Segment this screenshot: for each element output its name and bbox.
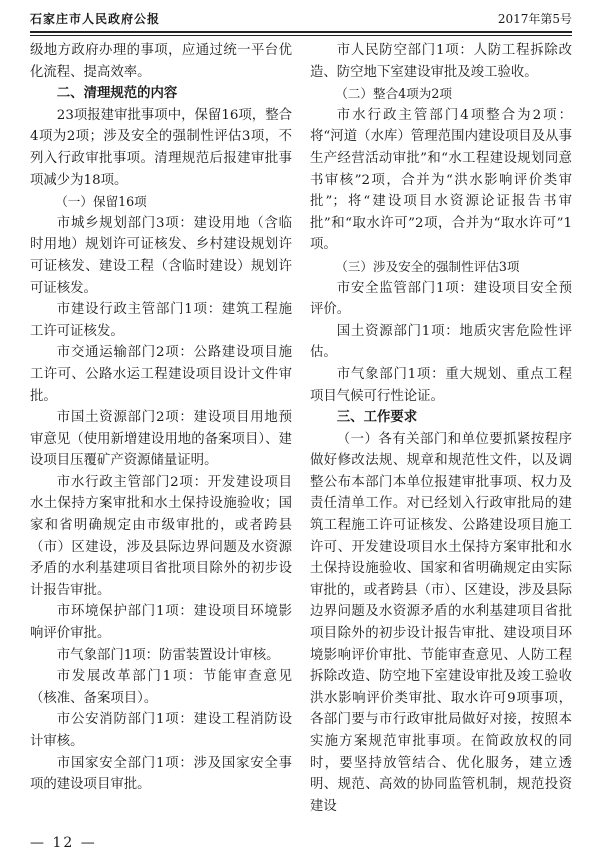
- paragraph: 市国土资源部门2项：建设项目用地预审意见（使用新增建设用地的备案项目）、建设项目压覆矿产资源储量证明。: [30, 410, 292, 469]
- paragraph: 市发展改革部门1项：节能审查意见（核准、备案项目）。: [30, 669, 292, 706]
- right-column: [310, 40, 572, 817]
- paragraph: （一）各有关部门和单位要抓紧按程序做好修改法规、规章和规范性文件，以及调整公布本部门本单位报建审批事项、权力及责任清单工作。对已经划入行政审批局的建筑工程施工许可证核发、公路建设项目施工许可、开发建设项目水土保持方案审批和水土保持设施验收、国家和省明确规定由实际审批的，或者跨县（市）、区建设，涉及县际边界问题及水资源矛盾的水利基建项目省批项目除外的初步设计报告审批、建设项目环境影响评价审批、节能审查意见、人防工程拆除改造、防空地下室建设审批及竣工验收洪水影响评价类审批、取水许可9项事项，各部门要与市行政审批局做好对接，按照本实施方案规范审批事项。在简政放权的同时，要坚持放管结合、优化服务，建立透明、规范、高效的协同监管机制，规范投资建设: [310, 431, 572, 814]
- subsection-heading: （二）整合4项为2项: [335, 86, 452, 102]
- issue-number: 2017年第5号: [497, 11, 572, 26]
- paragraph: 市公安消防部门1项：建设工程消防设计审核。: [30, 712, 292, 749]
- paragraph: 级地方政府办理的事项，应通过统一平台优化流程、提高效率。: [30, 43, 292, 80]
- section-heading: 三、工作要求: [336, 410, 418, 426]
- subsection-heading: （一）保留16项: [55, 194, 147, 210]
- paragraph: 市安全监管部门1项：建设项目安全预评价。: [310, 280, 572, 318]
- header-rule-thick: [30, 31, 572, 33]
- paragraph: 市气象部门1项：重大规划、重点工程项目气候可行性论证。: [310, 366, 572, 404]
- section-heading: 二、清理规范的内容: [56, 86, 178, 102]
- paragraph: 市国家安全部门1项：涉及国家安全事项的建设项目审批。: [30, 755, 292, 793]
- gazette-title: 石家庄市人民政府公报: [30, 11, 161, 26]
- page-number: — 12 —: [30, 835, 97, 851]
- paragraph: 市环境保护部门1项：建设项目环境影响评价审批。: [30, 604, 292, 642]
- paragraph: 国土资源部门1项：地质灾害危险性评估。: [310, 323, 572, 361]
- paragraph: 市建设行政主管部门1项：建筑工程施工许可证核发。: [30, 302, 292, 339]
- paragraph: 市水行政主管部门2项：开发建设项目水土保持方案审批和水土保持设施验收；国家和省明确规定由市级审批的，或者跨县（市）区建设，涉及县际边界问题及水资源矛盾的水利基建项目省批项目除外的初步设计报告审批。: [30, 474, 292, 598]
- paragraph: 市交通运输部门2项：公路建设项目施工许可、公路水运工程建设项目设计文件审批。: [30, 345, 292, 404]
- paragraph: 市水行政主管部门4项整合为2项：将“河道（水库）管理范围内建设项目及从事生产经营活动审批”和“水工程建设规划同意书审核”2项，合并为“洪水影响评价类审批”；将“建设项目水资源论证报告书审批”和“取水许可”2项，合并为“取水许可”1项。: [310, 107, 572, 253]
- paragraph: 23项报建审批事项中，保留16项，整合4项为2项；涉及安全的强制性评估3项，不列入行政审批事项。清理规范后报建审批事项减少为18项。: [30, 107, 292, 188]
- subsection-heading: （三）涉及安全的强制性评估3项: [335, 258, 520, 274]
- header-rule-thin: [30, 35, 572, 36]
- left-column: [30, 40, 292, 796]
- paragraph: 市人民防空部门1项：人防工程拆除改造、防空地下室建设审批及竣工验收。: [310, 43, 572, 80]
- page-header: [30, 6, 572, 30]
- paragraph: 市气象部门1项：防雷装置设计审核。: [56, 647, 280, 663]
- paragraph: 市城乡规划部门3项：建设用地（含临时用地）规划许可证核发、乡村建设规划许可证核发、建设工程（含临时建设）规划许可证核发。: [30, 215, 292, 296]
